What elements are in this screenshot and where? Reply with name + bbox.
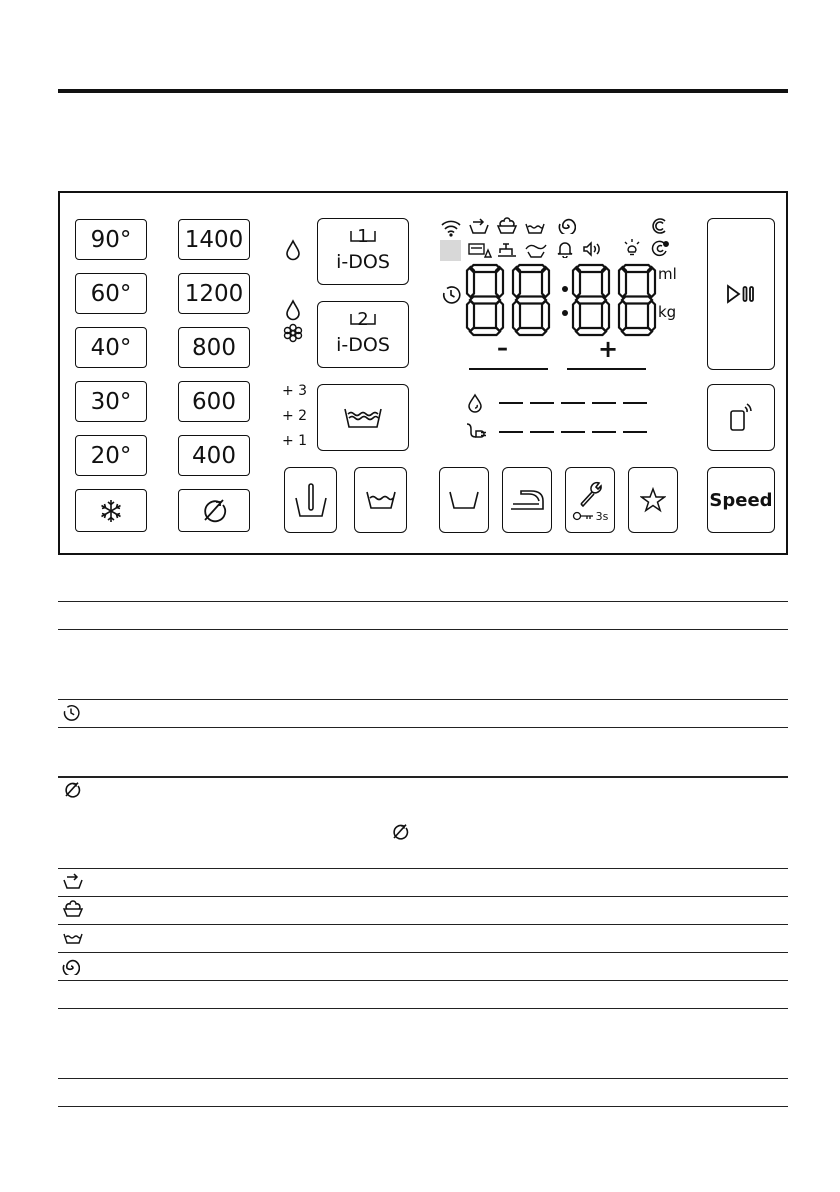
- prewash-icon: [496, 217, 518, 235]
- rinse-plus-button[interactable]: [317, 384, 409, 451]
- seven-segment-display: [465, 263, 657, 343]
- no-spin-icon: [62, 780, 82, 800]
- display-segment: [467, 301, 474, 331]
- table-rule: [58, 1008, 788, 1009]
- table-rule: [58, 952, 788, 953]
- clock-icon: [441, 285, 461, 305]
- speed-label: Speed: [709, 489, 773, 511]
- unit-kg: kg: [658, 303, 677, 321]
- display-segment: [516, 328, 546, 335]
- table-rule: [58, 1078, 788, 1079]
- idos-2-label: i-DOS: [336, 333, 390, 356]
- clock-icon: [62, 704, 80, 722]
- idos-1-button[interactable]: [317, 218, 409, 285]
- table-rule: [58, 896, 788, 897]
- drum-light-icon: [622, 238, 642, 258]
- temp-button-60[interactable]: 60°: [75, 273, 147, 314]
- idos-2-number: 2: [357, 308, 369, 330]
- display-segment: [602, 267, 609, 297]
- display-segment: [496, 267, 503, 297]
- wrench-icon: [575, 478, 605, 508]
- rinse-level-1: + 1: [282, 433, 308, 449]
- spin-icon: [62, 957, 80, 975]
- remote-start-button[interactable]: [707, 384, 775, 451]
- spin-button-800[interactable]: 800: [178, 327, 250, 368]
- display-segment: [513, 301, 520, 331]
- spin-button-1200[interactable]: 1200: [178, 273, 250, 314]
- water-consumption-icon: [467, 393, 485, 413]
- spin-icon: [558, 216, 576, 234]
- anti-crease-icon: [524, 241, 548, 259]
- unit-ml: ml: [658, 265, 677, 283]
- display-segment: [576, 328, 606, 335]
- prewash-button[interactable]: [284, 467, 337, 533]
- minus-underline: [469, 368, 548, 370]
- water-plus-button[interactable]: [354, 467, 407, 533]
- rinse-level-3: + 3: [282, 383, 308, 399]
- star-icon: [640, 487, 666, 513]
- table-rule: [58, 699, 788, 700]
- control-panel: [58, 191, 788, 555]
- table-rule: [58, 980, 788, 981]
- table-rule: [58, 727, 788, 728]
- wash-icon: [62, 931, 84, 945]
- display-segment: [516, 297, 546, 304]
- table-rule: [58, 629, 788, 630]
- start-pause-button[interactable]: [707, 218, 775, 370]
- no-spin-icon: [199, 496, 229, 526]
- display-segment: [622, 297, 652, 304]
- iron-icon: [509, 485, 545, 515]
- display-segment: [619, 267, 626, 297]
- key-icon: [572, 511, 594, 521]
- spin-button-600[interactable]: 600: [178, 381, 250, 422]
- table-rule: [58, 924, 788, 925]
- plus-underline: [567, 368, 646, 370]
- wash-icon: [524, 221, 546, 235]
- table-rule: [58, 601, 788, 602]
- display-colon-dot: [562, 286, 568, 292]
- display-colon-dot: [562, 310, 568, 316]
- display-segment: [467, 267, 474, 297]
- prewash-icon: [62, 900, 84, 918]
- temp-button-40[interactable]: 40°: [75, 327, 147, 368]
- spin-button-400[interactable]: 400: [178, 435, 250, 476]
- tub-button[interactable]: [439, 467, 489, 533]
- display-segment: [648, 267, 655, 297]
- favourite-button[interactable]: [628, 467, 678, 533]
- table-rule: [58, 1106, 788, 1107]
- temp-button-90[interactable]: 90°: [75, 219, 147, 260]
- drum-clean-icon: [650, 217, 670, 235]
- cold-button[interactable]: [75, 489, 147, 532]
- display-segment: [576, 297, 606, 304]
- table-rule: [58, 868, 788, 869]
- rinse-arrow-icon: [62, 872, 84, 890]
- display-segment: [513, 267, 520, 297]
- play-pause-icon: [725, 283, 757, 305]
- bell-icon: [556, 240, 574, 258]
- remote-phone-icon: [726, 403, 756, 433]
- no-spin-button[interactable]: [178, 489, 250, 532]
- display-segment: [622, 328, 652, 335]
- idos-1-label: i-DOS: [336, 250, 390, 273]
- display-segment: [602, 301, 609, 331]
- settings-button[interactable]: [565, 467, 615, 533]
- display-segment: [470, 297, 500, 304]
- speed-button[interactable]: [707, 467, 775, 533]
- prewash-tub-icon: [293, 480, 329, 520]
- display-segment: [648, 301, 655, 331]
- tub-icon: [447, 489, 481, 511]
- easy-iron-button[interactable]: [502, 467, 552, 533]
- temp-button-30[interactable]: 30°: [75, 381, 147, 422]
- status-indicator-square: [440, 240, 461, 261]
- volume-icon: [582, 240, 602, 258]
- idos-2-button[interactable]: [317, 301, 409, 368]
- display-segment: [496, 301, 503, 331]
- water-tub-icon: [341, 405, 385, 431]
- minus-button[interactable]: –: [497, 336, 508, 361]
- softener-flower-icon: [283, 323, 303, 343]
- water-tap-icon: [496, 241, 518, 259]
- display-segment: [542, 267, 549, 297]
- drop-icon: [285, 299, 301, 321]
- drop-icon: [285, 239, 301, 261]
- no-spin-icon: [390, 822, 410, 842]
- child-lock-hint: [572, 510, 609, 523]
- rinse-level-2: + 2: [282, 408, 308, 424]
- display-segment: [573, 267, 580, 297]
- temp-button-20[interactable]: 20°: [75, 435, 147, 476]
- spin-button-1400[interactable]: 1400: [178, 219, 250, 260]
- header-rule: [58, 89, 788, 93]
- energy-consumption-icon: [465, 421, 487, 439]
- drawer-warning-icon: [468, 241, 492, 259]
- plus-button[interactable]: +: [598, 335, 619, 363]
- display-segment: [573, 301, 580, 331]
- display-segment: [542, 301, 549, 331]
- rinse-arrow-icon: [468, 217, 490, 235]
- wifi-icon: [440, 219, 462, 237]
- snowflake-icon: [99, 499, 123, 523]
- idos-1-number: 1: [357, 225, 369, 247]
- consumption-bars: [497, 399, 649, 435]
- table-rule: [58, 776, 788, 778]
- display-segment: [619, 301, 626, 331]
- hold-time-label: 3s: [595, 509, 609, 523]
- display-segment: [470, 328, 500, 335]
- drum-clean-reminder-icon: [650, 239, 670, 257]
- water-level-tub-icon: [364, 489, 398, 511]
